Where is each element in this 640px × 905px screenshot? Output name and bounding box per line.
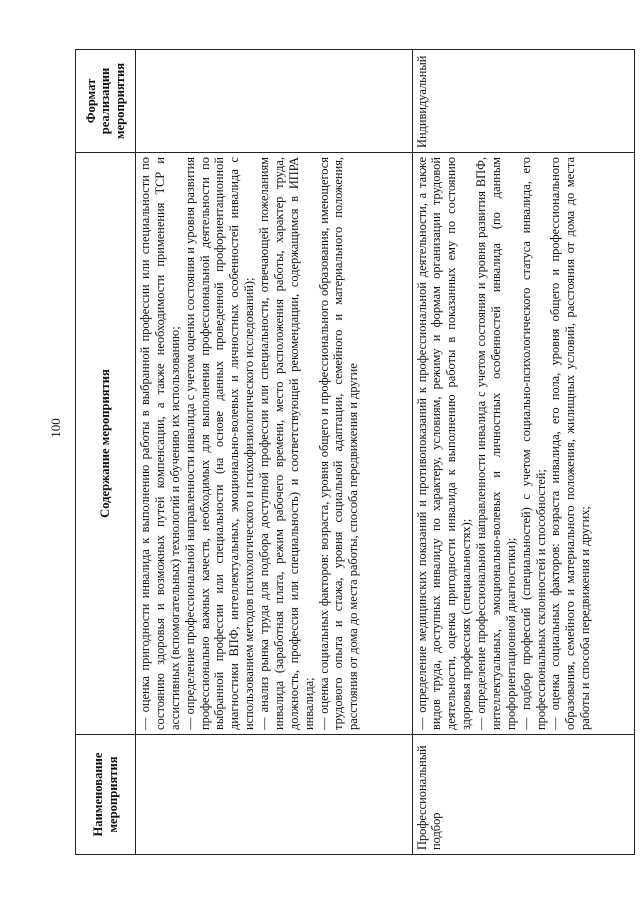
table-row	[412, 50, 634, 855]
activities-table	[75, 49, 635, 855]
content-paragraph: — оценка пригодности инвалида к выполнению работы в выбранной профессии или специальности по состоянию здоровья и возможных путей компенсации, а также необходимости применения ТСР и ассистивных (вспомогательных) технологий и обучению их использованию;	[138, 157, 182, 730]
table-header-row	[76, 50, 136, 855]
row-name-cell	[136, 735, 413, 855]
header-format: Формат реализации мероприятия	[76, 50, 136, 153]
content-paragraph: — определение профессиональной направленности инвалида с учетом состояния и уровня развития ВПФ, интеллектуальных, эмоционально-волевых и личностных особенностей инвалида (по данным профориентационной диагностики);	[474, 157, 518, 730]
page-number: 100	[48, 418, 63, 438]
content-paragraph: — подбор профессий (специальностей) с учетом социально-психологического статуса инвалида, его профессиональных склонностей и способностей;	[518, 157, 548, 730]
row-content-cell	[412, 153, 634, 735]
header-content: Содержание мероприятия	[76, 153, 136, 735]
content-paragraph: — определение профессиональной направленности инвалида с учетом оценки состояния и уровня развития профессионально важных качеств, необходимых для выполнения профессиональной деятельности по выбранной профессии или специальности (на основе данных проведенной профориентационной диагностики ВПФ, интеллектуальных, эмоционально-волевых и личностных особенностей инвалида с использованием методов психологического и психофизиологического исследований);	[182, 157, 257, 730]
content-paragraph: — анализ рынка труда для подбора доступной профессии или специальности, отвечающей пожеланиям инвалида (заработная плата, режим рабочего времени, место расположения работы, характер труда, должность, профессия или специальность) и соответствующей рекомендации, содержащимся в ИПРА инвалида;	[257, 157, 316, 730]
content-paragraph: — оценка социальных факторов: возраста инвалида, его пола, уровня общего и профессионального образования, семейного и материального положения, жилищных условий, расстояния от дома до места работы и способа передвижения и других;	[548, 157, 593, 730]
header-name: Наименование мероприятия	[76, 735, 136, 855]
content-paragraph: — оценка социальных факторов: возраста, уровня общего и профессионального образования, имеющегося трудового опыта и стажа, уровня социальной адаптации, семейного и материального положения, расстояния от дома до места работы, способа передвижения и другие	[316, 157, 361, 730]
row-content-cell	[136, 153, 413, 735]
row-name-cell: Профессиональный подбор	[412, 735, 634, 855]
row-format-cell: Индивидуальный	[412, 50, 634, 153]
row-format-cell	[136, 50, 413, 153]
table-row	[136, 50, 413, 855]
content-paragraph: — определение медицинских показаний и противопоказаний к профессиональной деятельности, а также видов труда, доступных инвалиду по характеру, условиям, режиму и формам организации трудовой деятельности, оценка пригодности инвалида к выполнению работы в показанных ему по состоянию здоровья профессиях (специальностях);	[414, 157, 474, 730]
rotated-page-content	[75, 50, 635, 855]
